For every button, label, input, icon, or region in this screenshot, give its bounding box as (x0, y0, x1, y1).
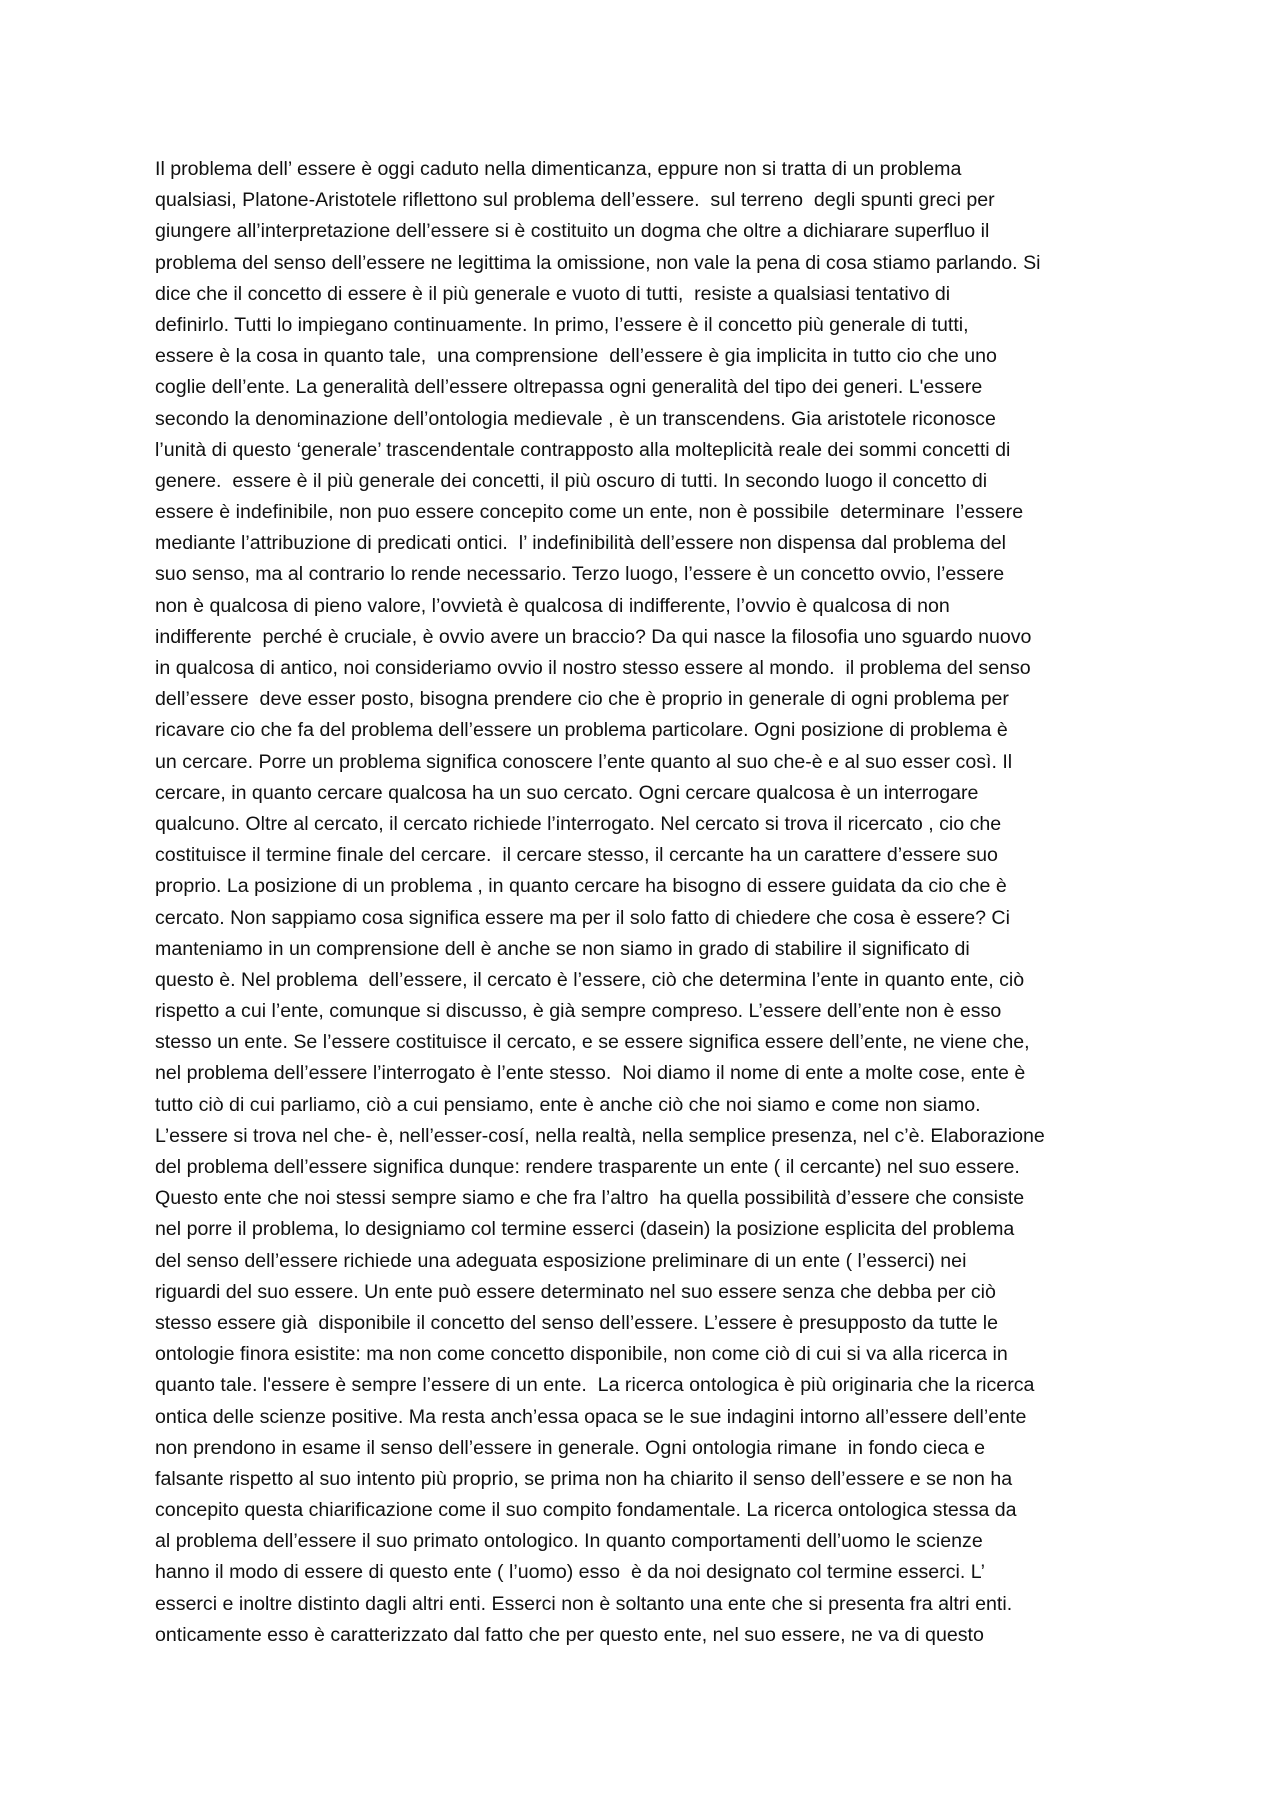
text-line: quanto tale. l'essere è sempre l’essere di un ente. La ricerca ontologica è più originaria che la ricerca (155, 1374, 1035, 1397)
text-line: suo senso, ma al contrario lo rende necessario. Terzo luogo, l’essere è un concetto ovvio, l’essere (155, 563, 1005, 586)
text-line: essere è indefinibile, non puo essere concepito come un ente, non è possibile determinare l’essere (155, 501, 1024, 524)
text-line: l’unità di questo ‘generale’ trascendentale contrapposto alla molteplicità reale dei sommi concetti di (155, 438, 1011, 461)
text-line: al problema dell’essere il suo primato ontologico. In quanto comportamenti dell’uomo le scienze (155, 1530, 983, 1553)
text-line: dell’essere deve esser posto, bisogna prendere cio che è proprio in generale di ogni problema per (155, 688, 1009, 711)
text-line: del problema dell’essere significa dunque: rendere trasparente un ente ( il cercante) nel suo essere. (155, 1156, 1020, 1178)
text-line: Questo ente che noi stessi sempre siamo e che fra l’altro ha quella possibilità d’essere che consiste (155, 1187, 1025, 1210)
text-line: nel problema dell’essere l’interrogato è l’ente stesso. Noi diamo il nome di ente a molte cose, ente è (155, 1062, 1026, 1085)
text-line: concepito questa chiarificazione come il suo compito fondamentale. La ricerca ontologica stessa da (155, 1499, 1017, 1522)
body-text (155, 154, 1135, 1651)
text-line: costituisce il termine finale del cercare. il cercare stesso, il cercante ha un carattere d’essere suo (155, 844, 998, 867)
text-line: falsante rispetto al suo intento più proprio, se prima non ha chiarito il senso dell’essere e se non ha (155, 1467, 1013, 1490)
text-line: un cercare. Porre un problema significa conoscere l’ente quanto al suo che-è e al suo esser così. Il (155, 750, 1013, 773)
text-line: Il problema dell’ essere è oggi caduto nella dimenticanza, eppure non si tratta di un problema (155, 158, 962, 180)
text-line: non prendono in esame il senso dell’essere in generale. Ogni ontologia rimane in fondo cieca e (155, 1436, 985, 1459)
text-line: qualcuno. Oltre al cercato, il cercato richiede l’interrogato. Nel cercato si trova il ricercato , cio che (155, 812, 1002, 835)
text-line: nel porre il problema, lo designiamo col termine esserci (dasein) la posizione esplicita del problema (155, 1218, 1015, 1241)
text-line: ricavare cio che fa del problema dell’essere un problema particolare. Ogni posizione di problema è (155, 719, 1008, 742)
text-line: non è qualcosa di pieno valore, l’ovvietà è qualcosa di indifferente, l’ovvio è qualcosa di non (155, 594, 950, 617)
text-line: cercare, in quanto cercare qualcosa ha un suo cercato. Ogni cercare qualcosa è un interrogare (155, 781, 979, 804)
text-line: problema del senso dell’essere ne legittima la omissione, non vale la pena di cosa stiamo parlando. Si (155, 251, 1041, 274)
text-line: stesso essere già disponibile il concetto del senso dell’essere. L’essere è presupposto da tutte le (155, 1311, 999, 1334)
text-line: cercato. Non sappiamo cosa significa essere ma per il solo fatto di chiedere che cosa è essere? Ci (155, 906, 1010, 929)
text-line: questo è. Nel problema dell’essere, il cercato è l’essere, ciò che determina l’ente in quanto ente, ciò (155, 968, 1025, 991)
text-line: in qualcosa di antico, noi consideriamo ovvio il nostro stesso essere al mondo. il problema del senso (155, 657, 1031, 679)
text-line: ontologie finora esistite: ma non come concetto disponibile, non come ciò di cui si va alla ricerca in (155, 1343, 1008, 1366)
text-line: definirlo. Tutti lo impiegano continuamente. In primo, l’essere è il concetto più generale di tutti, (155, 313, 969, 336)
text-line: ontica delle scienze positive. Ma resta anch’essa opaca se le sue indagini intorno all’essere dell’ente (155, 1405, 1027, 1428)
text-line: indifferente perché è cruciale, è ovvio avere un braccio? Da qui nasce la filosofia uno sguardo nuovo (155, 625, 1032, 648)
text-line: giungere all’interpretazione dell’essere si è costituito un dogma che oltre a dichiarare superfluo il (155, 220, 990, 243)
text-line: del senso dell’essere richiede una adeguata esposizione preliminare di un ente ( l’esserci) nei (155, 1249, 967, 1272)
text-line: L’essere si trova nel che- è, nell’esser-cosí, nella realtà, nella semplice presenza, nel c’è. Elaborazione (155, 1124, 1045, 1147)
text-line: esserci e inoltre distinto dagli altri enti. Esserci non è soltanto una ente che si presenta fra altri enti. (155, 1592, 1013, 1615)
text-line: coglie dell’ente. La generalità dell’essere oltrepassa ogni generalità del tipo dei generi. L'essere (155, 376, 983, 399)
text-line: manteniamo in un comprensione dell è anche se non siamo in grado di stabilire il significato di (155, 937, 970, 960)
text-line: tutto ciò di cui parliamo, ciò a cui pensiamo, ente è anche ciò che noi siamo e come non siamo. (155, 1093, 981, 1116)
text-line: stesso un ente. Se l’essere costituisce il cercato, e se essere significa essere dell’ente, ne viene che, (155, 1031, 1030, 1054)
text-line: hanno il modo di essere di questo ente ( l’uomo) esso è da noi designato col termine esserci. L’ (155, 1561, 985, 1584)
text-line: dice che il concetto di essere è il più generale e vuoto di tutti, resiste a qualsiasi tentativo di (155, 282, 951, 305)
text-line: proprio. La posizione di un problema , in quanto cercare ha bisogno di essere guidata da cio che è (155, 875, 1007, 898)
text-line: genere. essere è il più generale dei concetti, il più oscuro di tutti. In secondo luogo il concetto di (155, 469, 988, 492)
text-line: secondo la denominazione dell’ontologia medievale , è un transcendens. Gia aristotele riconosce (155, 407, 996, 430)
text-line: onticamente esso è caratterizzato dal fatto che per questo ente, nel suo essere, ne va di questo (155, 1623, 984, 1646)
text-line: mediante l’attribuzione di predicati ontici. l’ indefinibilità dell’essere non dispensa dal problema del (155, 532, 1007, 555)
text-line: rispetto a cui l’ente, comunque si discusso, è già sempre compreso. L’essere dell’ente non è esso (155, 1000, 1002, 1023)
text-line: riguardi del suo essere. Un ente può essere determinato nel suo essere senza che debba per ciò (155, 1280, 996, 1303)
text-line: essere è la cosa in quanto tale, una comprensione dell’essere è gia implicita in tutto cio che uno (155, 345, 997, 368)
text-line: qualsiasi, Platone-Aristotele riflettono sul problema dell’essere. sul terreno degli spunti greci per (155, 189, 995, 212)
